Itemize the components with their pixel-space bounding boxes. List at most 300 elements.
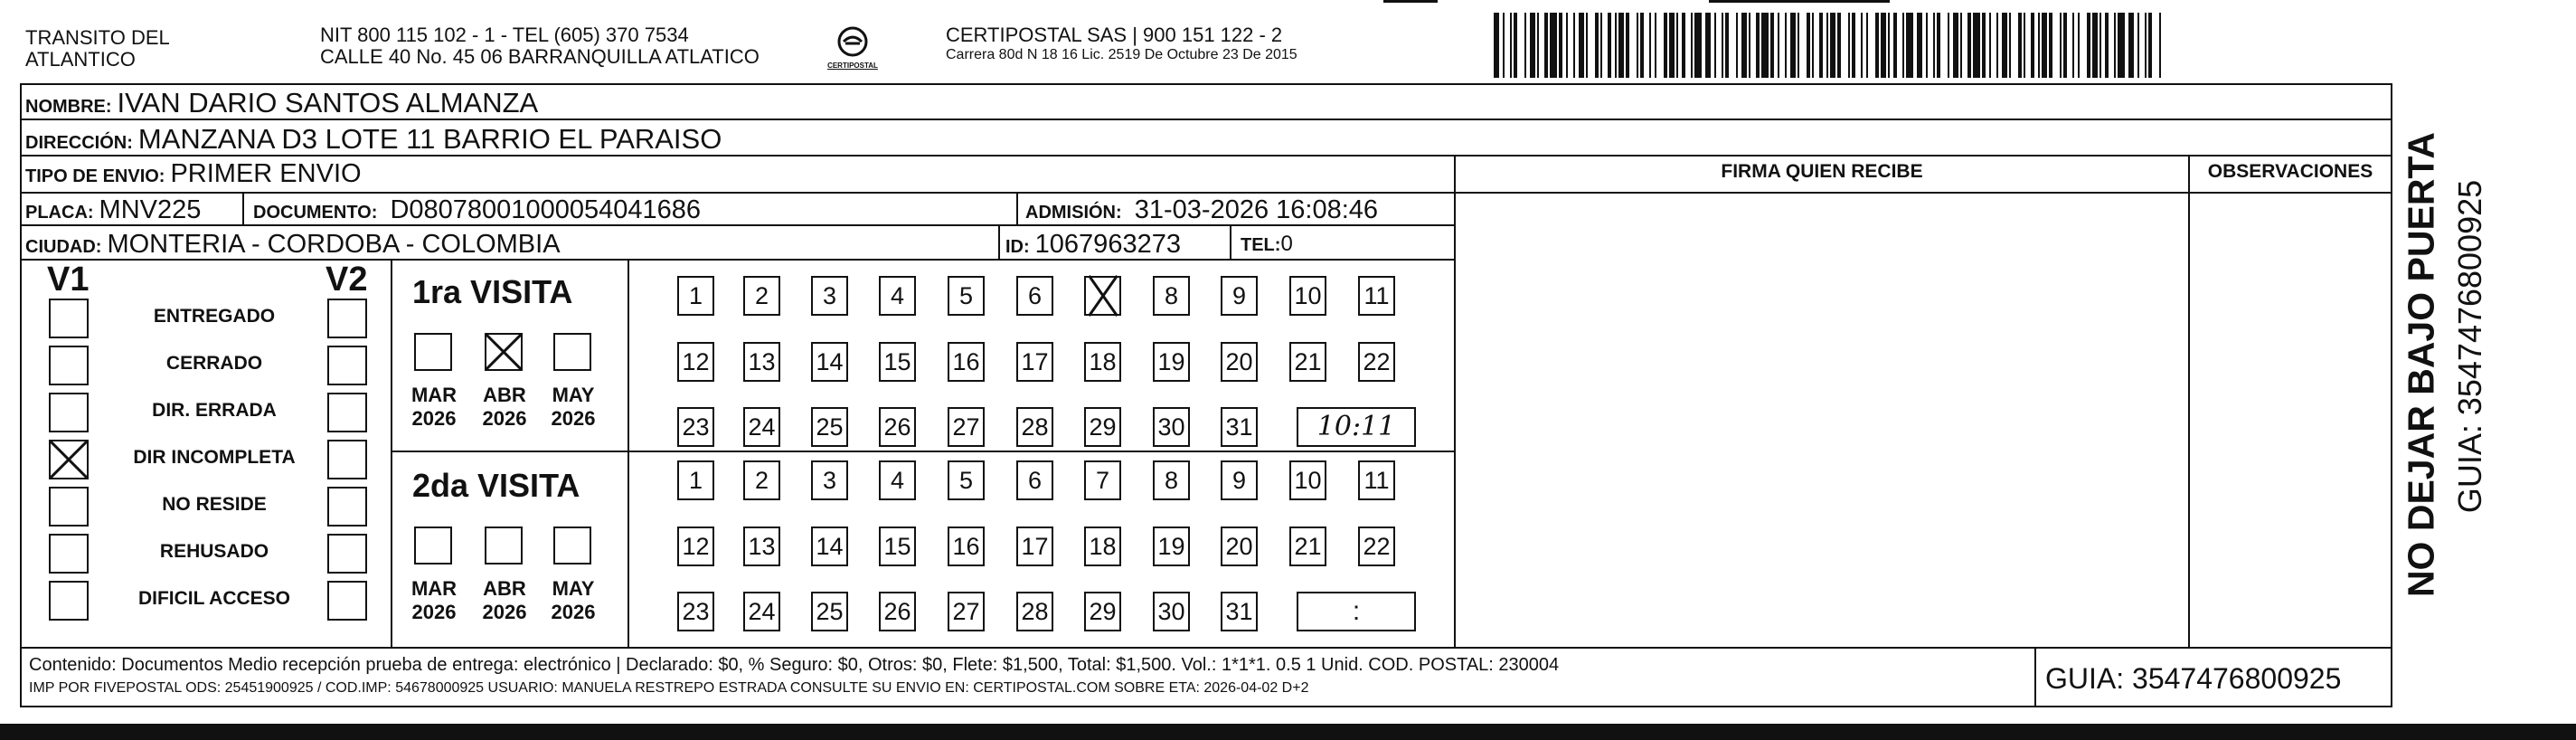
barcode-bar: [1637, 13, 1638, 78]
day-number: 5: [958, 282, 974, 309]
barcode-bar: [2099, 13, 2101, 78]
v1-header: V1: [47, 261, 90, 299]
field-placa: [25, 195, 201, 225]
barcode-bar: [2042, 13, 2047, 78]
day-box[interactable]: [811, 407, 848, 447]
day-number: 9: [1231, 282, 1247, 309]
day-box[interactable]: [677, 527, 714, 566]
day-box[interactable]: [1153, 407, 1190, 447]
day-number: 23: [682, 413, 710, 441]
placa-value: MNV225: [99, 195, 202, 224]
barcode-bar: [2060, 13, 2062, 78]
day-number: 21: [1294, 348, 1322, 375]
day-number: 8: [1164, 467, 1179, 494]
day-box[interactable]: [1084, 527, 1121, 566]
day-number: 22: [1363, 533, 1391, 560]
day-number: 2: [754, 282, 769, 309]
day-box[interactable]: [948, 592, 985, 631]
day-number: 27: [952, 413, 980, 441]
barcode-bar: [1494, 13, 1499, 78]
barcode-bar: [1550, 13, 1557, 78]
side-labels: [2394, 107, 2449, 622]
day-number: 21: [1294, 533, 1322, 560]
day-number: 22: [1363, 348, 1391, 375]
barcode-bar: [1694, 13, 1702, 78]
month-name: ABR: [483, 384, 526, 406]
barcode-bar: [1790, 13, 1796, 78]
barcode-bar: [1530, 13, 1535, 78]
day-number: 19: [1157, 348, 1185, 375]
month-label: [407, 577, 461, 624]
barcode-bar: [2031, 13, 2034, 78]
no-dejar-bajo-puerta: NO DEJAR BAJO PUERTA: [2400, 131, 2442, 598]
frame-right-border: [2391, 83, 2392, 707]
barcode-bar: [1655, 13, 1656, 78]
day-box[interactable]: [1289, 527, 1326, 566]
day-box[interactable]: [879, 592, 916, 631]
barcode-bar: [2114, 13, 2116, 78]
first-visit-time[interactable]: [1297, 407, 1416, 447]
field-id: [1005, 230, 1181, 260]
signature-area[interactable]: [1456, 194, 2391, 646]
day-number: 2: [754, 467, 769, 494]
day-number: 14: [816, 348, 844, 375]
month-name: MAY: [552, 577, 595, 600]
day-number: 3: [822, 467, 837, 494]
carrier-license-line: Carrera 80d N 18 16 Lic. 2519 De Octubre 23 De 2015: [946, 47, 1297, 62]
month-checkbox[interactable]: [485, 527, 523, 564]
sender-line-1: TRANSITO DEL: [25, 26, 170, 49]
day-number: 14: [816, 533, 844, 560]
barcode-bar: [2024, 13, 2025, 78]
day-number: 4: [890, 467, 905, 494]
day-box[interactable]: [1289, 342, 1326, 382]
barcode-bar: [2002, 13, 2007, 78]
barcode-bar: [1586, 13, 1588, 78]
barcode-bar: [1826, 13, 1828, 78]
observaciones-header: OBSERVACIONES: [2207, 161, 2373, 182]
day-number: 18: [1089, 533, 1117, 560]
field-documento: [253, 195, 701, 225]
barcode-bar: [1741, 13, 1747, 78]
day-number: 25: [816, 598, 844, 625]
divider: [20, 155, 2392, 157]
day-box[interactable]: [1221, 407, 1258, 447]
month-checkbox[interactable]: [414, 527, 452, 564]
day-box[interactable]: [948, 342, 985, 382]
barcode-bar: [1514, 13, 1517, 78]
day-number: 6: [1027, 467, 1043, 494]
side-guia-wrap: [2452, 107, 2488, 622]
month-name: MAR: [410, 384, 458, 406]
barcode-bar: [2078, 13, 2080, 78]
day-number: 11: [1363, 282, 1390, 309]
day-number: 26: [883, 413, 911, 441]
barcode-bar: [2018, 13, 2022, 78]
ciudad-label: CIUDAD:: [25, 237, 102, 257]
day-number: 31: [1225, 413, 1253, 441]
logo-wordmark: CERTIPOSTAL: [827, 62, 878, 70]
day-number: 16: [952, 533, 980, 560]
day-box[interactable]: [879, 527, 916, 566]
carrier-name-line: CERTIPOSTAL SAS | 900 151 122 - 2: [946, 24, 1283, 46]
day-box[interactable]: [1084, 342, 1121, 382]
barcode-bar: [1537, 13, 1539, 78]
day-number: 28: [1021, 598, 1049, 625]
day-box[interactable]: [743, 460, 780, 500]
divider: [20, 119, 2392, 120]
day-box[interactable]: [1084, 460, 1121, 500]
footer-guia: GUIA: 3547476800925: [2045, 662, 2342, 695]
divider: [20, 224, 1456, 226]
day-number: 12: [682, 348, 710, 375]
day-number: 5: [958, 467, 974, 494]
barcode-bar: [1926, 13, 1928, 78]
second-visit-time[interactable]: [1297, 592, 1416, 631]
day-box[interactable]: [1221, 527, 1258, 566]
barcode-bar: [1595, 13, 1599, 78]
barcode-bar: [1798, 13, 1799, 78]
day-number: 17: [1021, 533, 1049, 560]
sender-name: [25, 27, 170, 71]
day-box[interactable]: [1221, 342, 1258, 382]
barcode-bar: [1888, 13, 1890, 78]
barcode-bar: [1948, 13, 1949, 78]
documento-label: DOCUMENTO:: [253, 203, 378, 223]
day-box[interactable]: [1358, 460, 1395, 500]
barcode-bar: [1861, 13, 1863, 78]
reason-label: DIR. ERRADA: [152, 400, 277, 421]
barcode-bar: [1837, 13, 1841, 78]
day-box[interactable]: [743, 342, 780, 382]
barcode-bar: [2009, 13, 2011, 78]
barcode-bar: [2159, 13, 2161, 78]
day-box[interactable]: [948, 460, 985, 500]
admision-label: ADMISIÓN:: [1025, 203, 1122, 223]
month-checkbox[interactable]: [553, 527, 591, 564]
day-box[interactable]: [1358, 276, 1395, 316]
day-box[interactable]: [1016, 460, 1053, 500]
barcode-bar: [2137, 13, 2139, 78]
barcode-bar: [1807, 13, 1810, 78]
day-number: 7: [1095, 467, 1110, 494]
barcode-bar: [1566, 13, 1568, 78]
day-number: 15: [883, 533, 911, 560]
day-number: 11: [1363, 467, 1390, 494]
day-number: 20: [1225, 533, 1253, 560]
day-number: 10: [1294, 467, 1322, 494]
day-box[interactable]: [677, 460, 714, 500]
barcode-bar: [1770, 13, 1774, 78]
divider: [998, 224, 1000, 259]
day-box[interactable]: [879, 460, 916, 500]
documento-value: D08078001000054041686: [390, 195, 701, 224]
barcode-bar: [1893, 13, 1897, 78]
day-box[interactable]: [1153, 342, 1190, 382]
day-box[interactable]: [1084, 276, 1121, 316]
barcode-bar: [1785, 13, 1787, 78]
barcode-bar: [1866, 13, 1868, 78]
month-name: ABR: [483, 577, 526, 600]
day-number: 4: [890, 282, 905, 309]
month-label: [546, 384, 600, 431]
reason-label: DIR INCOMPLETA: [133, 447, 296, 468]
barcode-bar: [1503, 13, 1505, 78]
day-number: 30: [1157, 413, 1185, 441]
month-year: 2026: [551, 601, 596, 623]
barcode-bar: [1579, 13, 1584, 78]
barcode-bar: [1960, 13, 1962, 78]
reason-label: ENTREGADO: [153, 306, 276, 327]
day-box[interactable]: [1016, 276, 1053, 316]
barcode-bar: [1973, 13, 1980, 78]
second-visit-title: 2da VISITA: [412, 467, 580, 504]
bottom-edge: [0, 724, 2576, 740]
nombre-label: NOMBRE:: [25, 97, 112, 117]
day-box[interactable]: [1016, 342, 1053, 382]
day-box[interactable]: [948, 276, 985, 316]
barcode-bar: [1669, 13, 1675, 78]
barcode-bar: [1510, 13, 1512, 78]
day-number: 3: [822, 282, 837, 309]
barcode: [1494, 0, 2172, 81]
day-number: 23: [682, 598, 710, 625]
day-box[interactable]: [1289, 276, 1326, 316]
reason-label: REHUSADO: [159, 541, 269, 562]
barcode-bar: [1982, 13, 1986, 78]
id-label: ID:: [1005, 237, 1030, 257]
day-number: 19: [1157, 533, 1185, 560]
second-visit-time-value: :: [1352, 596, 1361, 626]
barcode-bar: [1819, 13, 1823, 78]
month-year: 2026: [482, 601, 527, 623]
barcode-bar: [2049, 13, 2052, 78]
barcode-bar: [1989, 13, 1991, 78]
barcode-bar: [1600, 13, 1602, 78]
direccion-label: DIRECCIÓN:: [25, 133, 133, 153]
day-box[interactable]: [1084, 592, 1121, 631]
day-box[interactable]: [811, 592, 848, 631]
field-direccion: [25, 123, 722, 156]
barcode-bar: [1573, 13, 1575, 78]
divider: [242, 192, 244, 224]
admision-value: 31-03-2026 16:08:46: [1134, 195, 1379, 224]
divider: [627, 259, 629, 647]
day-box[interactable]: [1016, 407, 1053, 447]
field-tipo-envio: [25, 159, 362, 189]
divider: [391, 451, 1456, 452]
day-box[interactable]: [743, 527, 780, 566]
day-number: 9: [1231, 467, 1247, 494]
month-label: [477, 577, 532, 624]
barcode-bar: [1608, 13, 1611, 78]
day-box[interactable]: [1289, 460, 1326, 500]
day-box[interactable]: [811, 460, 848, 500]
day-box[interactable]: [743, 407, 780, 447]
divider: [2034, 647, 2036, 707]
day-box[interactable]: [677, 342, 714, 382]
barcode-bar: [1736, 13, 1738, 78]
field-admision: [1025, 195, 1378, 225]
barcode-bar: [1830, 13, 1835, 78]
barcode-bar: [1761, 13, 1769, 78]
barcode-bar: [1705, 13, 1711, 78]
day-box[interactable]: [677, 592, 714, 631]
id-value: 1067963273: [1034, 230, 1181, 259]
month-label: [407, 384, 461, 431]
day-number: 20: [1225, 348, 1253, 375]
ciudad-value: MONTERIA - CORDOBA - COLOMBIA: [107, 230, 561, 259]
month-checkbox[interactable]: [414, 333, 452, 371]
barcode-bar: [1881, 13, 1886, 78]
day-box[interactable]: [1084, 407, 1121, 447]
day-box[interactable]: [1016, 527, 1053, 566]
month-year: 2026: [482, 407, 527, 430]
certipostal-logo: [829, 24, 876, 74]
nombre-value: IVAN DARIO SANTOS ALMANZA: [117, 87, 539, 119]
day-number: 18: [1089, 348, 1117, 375]
tel-value: 0: [1280, 232, 1293, 256]
reason-label: DIFICIL ACCESO: [137, 588, 290, 609]
month-checkbox[interactable]: [485, 333, 523, 371]
day-number: 16: [952, 348, 980, 375]
day-box[interactable]: [1153, 460, 1190, 500]
barcode-bar: [1649, 13, 1651, 78]
carrier-info: [946, 24, 1297, 63]
day-box[interactable]: [743, 276, 780, 316]
barcode-bar: [1812, 13, 1814, 78]
barcode-bar: [2063, 13, 2067, 78]
day-number: 24: [748, 598, 776, 625]
day-number: 6: [1027, 282, 1043, 309]
v2-header: V2: [326, 261, 368, 299]
top-mark-1: [1383, 0, 1438, 3]
day-number: 27: [952, 598, 980, 625]
month-checkbox[interactable]: [553, 333, 591, 371]
barcode-bar: [1906, 13, 1913, 78]
day-box[interactable]: [1153, 276, 1190, 316]
day-box[interactable]: [1221, 460, 1258, 500]
barcode-bar: [1676, 13, 1678, 78]
barcode-bar: [2038, 13, 2040, 78]
imp-line: IMP POR FIVEPOSTAL ODS: 25451900925 / COD.IMP: 54678000925 USUARIO: MANUELA RESTREPO ESTRADA CONSULTE SU ENVIO EN: CERTIPOSTAL.COM SOBRE ETA: 2026-04-02 D+2: [29, 680, 1309, 696]
field-ciudad: [25, 230, 561, 260]
day-box[interactable]: [1016, 592, 1053, 631]
direccion-value: MANZANA D3 LOTE 11 BARRIO EL PARAISO: [137, 123, 722, 155]
barcode-bar: [1902, 13, 1904, 78]
day-number: 17: [1021, 348, 1049, 375]
firma-header: FIRMA QUIEN RECIBE: [1721, 161, 1923, 182]
barcode-bar: [1615, 13, 1617, 78]
day-number: 26: [883, 598, 911, 625]
day-box[interactable]: [879, 342, 916, 382]
tipo-label: TIPO DE ENVIO:: [25, 166, 165, 186]
barcode-bar: [1875, 13, 1879, 78]
barcode-bar: [2087, 13, 2090, 78]
barcode-bar: [1778, 13, 1779, 78]
barcode-bar: [1917, 13, 1922, 78]
day-number: 1: [688, 282, 703, 309]
day-number: 10: [1294, 282, 1322, 309]
month-year: 2026: [551, 407, 596, 430]
day-number: 31: [1225, 598, 1253, 625]
nit-line: NIT 800 115 102 - 1 - TEL (605) 370 7534: [320, 24, 689, 46]
day-number: 24: [748, 413, 776, 441]
barcode-bar: [2148, 13, 2152, 78]
barcode-bar: [2118, 13, 2125, 78]
divider: [1016, 192, 1018, 224]
divider: [391, 259, 392, 647]
month-year: 2026: [411, 601, 457, 623]
day-box[interactable]: [1358, 342, 1395, 382]
day-number: 28: [1021, 413, 1049, 441]
placa-label: PLACA:: [25, 203, 94, 223]
barcode-bar: [2128, 13, 2134, 78]
barcode-bar: [2092, 13, 2098, 78]
day-number: 29: [1089, 598, 1117, 625]
month-label: [477, 384, 532, 431]
day-number: 12: [682, 533, 710, 560]
day-number: 25: [816, 413, 844, 441]
day-box[interactable]: [948, 527, 985, 566]
divider: [1230, 224, 1231, 259]
barcode-bar: [1749, 13, 1750, 78]
day-box[interactable]: [1358, 527, 1395, 566]
day-box[interactable]: [879, 276, 916, 316]
barcode-bar: [1848, 13, 1850, 78]
day-number: 13: [748, 348, 776, 375]
day-box[interactable]: [1221, 276, 1258, 316]
field-tel: [1241, 232, 1293, 257]
day-number: 15: [883, 348, 911, 375]
sender-address-line: CALLE 40 No. 45 06 BARRANQUILLA ATLATICO: [320, 45, 760, 68]
day-box[interactable]: [1153, 527, 1190, 566]
month-name: MAR: [410, 577, 458, 600]
tipo-value: PRIMER ENVIO: [170, 159, 362, 188]
month-name: MAY: [552, 384, 595, 406]
day-box[interactable]: [811, 342, 848, 382]
day-box[interactable]: [811, 276, 848, 316]
barcode-bar: [1664, 13, 1667, 78]
divider: [20, 647, 2392, 649]
barcode-bar: [1756, 13, 1760, 78]
day-box[interactable]: [743, 592, 780, 631]
day-box[interactable]: [879, 407, 916, 447]
barcode-bar: [2145, 13, 2147, 78]
day-box[interactable]: [948, 407, 985, 447]
field-nombre: [25, 87, 538, 119]
barcode-bar: [1714, 13, 1716, 78]
day-number: 30: [1157, 598, 1185, 625]
day-number: 29: [1089, 413, 1117, 441]
barcode-bar: [1682, 13, 1685, 78]
reason-label: NO RESIDE: [162, 494, 267, 515]
barcode-bar: [1996, 13, 1998, 78]
barcode-bar: [1640, 13, 1644, 78]
barcode-bar: [1691, 13, 1693, 78]
barcode-bar: [1725, 13, 1729, 78]
barcode-bar: [1933, 13, 1935, 78]
day-box[interactable]: [1221, 592, 1258, 631]
day-box[interactable]: [677, 276, 714, 316]
barcode-bar: [1953, 13, 1958, 78]
day-number: 1: [688, 467, 703, 494]
day-box[interactable]: [1153, 592, 1190, 631]
side-guia: GUIA: 3547476800925: [2451, 179, 2488, 514]
barcode-bar: [2072, 13, 2074, 78]
day-box[interactable]: [677, 407, 714, 447]
day-box[interactable]: [811, 527, 848, 566]
